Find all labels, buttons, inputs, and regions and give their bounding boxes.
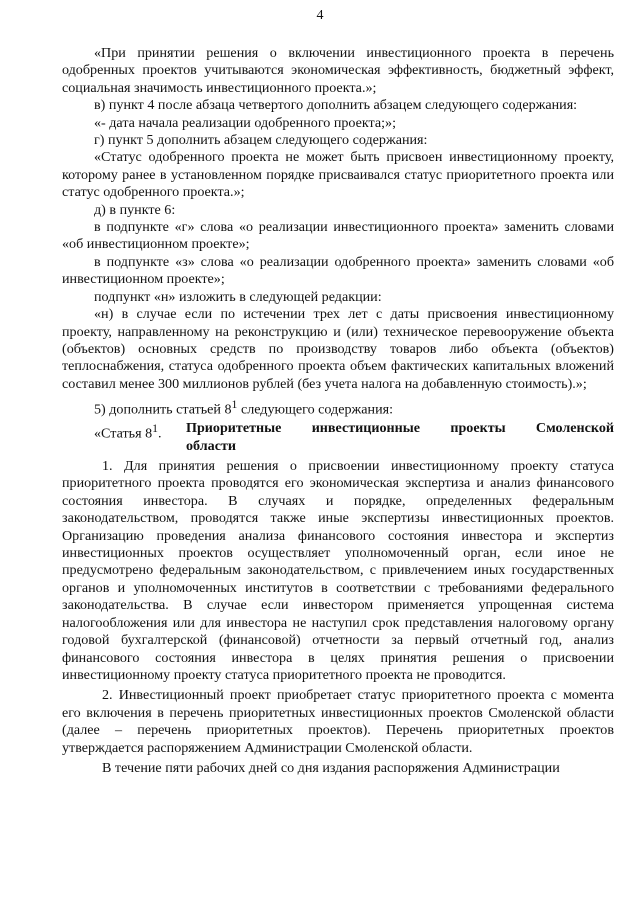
article-clause-2-continued: В течение пяти рабочих дней со дня издания распоряжения Администрации xyxy=(102,759,560,776)
article-label xyxy=(62,420,186,455)
article-clause-2: 2. Инвестиционный проект приобретает статус приоритетного проекта с момента его включения в перечень приоритетных инвестиционных проектов Смоленской области (далее – перечень приоритетных проектов). Перечень приоритетных проектов утверждается распоряжением Администрации Смоленской области. xyxy=(62,687,614,756)
add-article-text: 5) дополнить статьей 8 xyxy=(94,401,232,418)
article-title xyxy=(186,420,614,455)
article-label-dot: . xyxy=(158,425,162,442)
article-title-line xyxy=(186,420,614,437)
paragraph-subitem-g: в подпункте «г» слова «о реализации инвестиционного проекта» заменить словами «об инвестиционном проекте»; xyxy=(62,219,614,253)
add-article-sup: 1 xyxy=(231,398,238,412)
article-title-word: Приоритетные xyxy=(186,420,282,437)
paragraph-status-quote: «Статус одобренного проекта не может быть присвоен инвестиционному проекту, которому ранее в установленном порядке присваивался статус приоритетного проекта или статус одобренного проекта.»; xyxy=(62,149,614,201)
paragraph-item-g: г) пункт 5 дополнить абзацем следующего содержания: xyxy=(94,132,428,149)
paragraph-subitem-n-text: «н) в случае если по истечении трех лет с даты присвоения инвестиционному проекту, направленному на реконструкцию и (или) техническое перевооружение объекта (объектов) основных средств по производству товаров либо объекта (объектов) теплоснабжения, статуса одобренного проекта объем фактических капитальных вложений составил менее 300 миллионов рублей (без учета налога на добавленную стоимость).»; xyxy=(62,306,614,392)
paragraph-subitem-n-intro: подпункт «н» изложить в следующей редакции: xyxy=(94,288,382,305)
paragraph-start-date: «- дата начала реализации одобренного проекта;»; xyxy=(94,114,397,131)
article-heading xyxy=(62,420,614,455)
article-title-word: Смоленской xyxy=(535,420,614,437)
article-label-text: «Статья 8 xyxy=(94,425,153,442)
article-title-end: области xyxy=(186,437,236,454)
paragraph-item-v: в) пункт 4 после абзаца четвертого дополнить абзацем следующего содержания: xyxy=(94,97,578,114)
article-label-sup: 1 xyxy=(152,422,158,436)
article-clause-1: 1. Для принятия решения о присвоении инвестиционному проекту статуса приоритетного проекта проводятся его экономическая экспертиза и анализ финансового состояния инвестора. В случаях и порядке, определенных федеральным законодательством, проводятся также иные экспертизы инвестиционных проектов. Организацию проведения анализа финансового состояния инвестора и экспертиз инвестиционных проектов осуществляет уполномоченный орган, если иное не предусмотрено федеральным законодательством, с привлечением иных государственных органов и уполномоченных институтов в соответствии с требованиями федерального законодательства. В случае если инвестором применяется упрощенная система налогообложения или для инвестора не наступил срок представления налоговому органу годовой бухгалтерской (финансовой) отчетности за первый отчетный год, анализ финансового состояния инвестора в целях принятия решения о присвоении инвестиционному проекту статуса приоритетного проекта не проводится. xyxy=(62,458,614,683)
paragraph-subitem-z: в подпункте «з» слова «о реализации одобренного проекта» заменить словами «об инвестиционном проекте»; xyxy=(62,253,614,288)
article-title-word: проекты xyxy=(450,420,506,437)
paragraph-add-article xyxy=(62,396,614,419)
add-article-tail: следующего содержания: xyxy=(237,401,394,418)
paragraph-item-d: д) в пункте 6: xyxy=(94,201,176,218)
document-body xyxy=(62,45,614,777)
article-title-word: инвестиционные xyxy=(311,420,421,437)
page-number: 4 xyxy=(316,8,324,23)
paragraph-quote-decision: «При принятии решения о включении инвестиционного проекта в перечень одобренных проектов учитываются экономическая эффективность, бюджетный эффект, социальная значимость инвестиционного проекта.»; xyxy=(62,45,614,96)
